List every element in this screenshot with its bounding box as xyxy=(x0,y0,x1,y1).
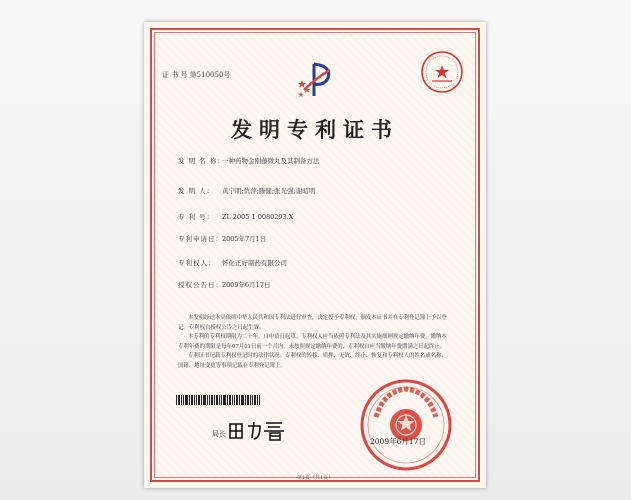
barcode xyxy=(176,395,260,405)
official-seal-icon xyxy=(356,377,456,473)
certificate-body xyxy=(178,314,452,371)
field-invention-name xyxy=(178,156,320,165)
field-patent-number xyxy=(178,212,293,221)
field-label: 授权公告日： xyxy=(178,281,223,289)
body-paragraph: 本发明经过本局依照中华人民共和国专利法进行审查，决定授予专利权，颁发本证书并在专利登记簿上予以登记。专利权自授权公告之日起生效。 xyxy=(178,315,447,331)
sipo-logo-icon xyxy=(296,60,338,100)
patent-certificate xyxy=(144,22,486,488)
seal-date: 2009年6月17日 xyxy=(370,437,426,446)
field-value: 怀化正好制药有限公司 xyxy=(222,259,287,267)
director-signature xyxy=(226,418,290,442)
field-label: 发 明 名 称： xyxy=(178,157,225,165)
field-inventors xyxy=(178,186,315,195)
body-paragraph: 专利证书记载专利权登记时的法律状况。专利权的转移、质押、无效、终止、恢复和专利权人的姓名或名称、国籍、地址变更等事项记载在专利登记簿上。 xyxy=(178,353,447,369)
field-label: 专利权人： xyxy=(178,259,216,267)
field-label: 专利申请日： xyxy=(178,235,223,243)
certificate-number: 证 书 号 第510050号 xyxy=(162,71,231,79)
company-seal-icon xyxy=(420,50,464,94)
field-label: 发 明 人： xyxy=(178,187,215,195)
field-value: 2005年7月1日 xyxy=(222,235,267,243)
page-number: 第1页（共1页） xyxy=(296,475,334,481)
field-value: ZL 2005 1 0080293.X xyxy=(222,213,294,221)
director-label: 局长 xyxy=(212,430,226,438)
field-value: 黄宁明;仇萍;滕健;张光强;谢昭明 xyxy=(222,187,316,195)
field-grant-date xyxy=(178,280,270,289)
field-patentee xyxy=(178,258,287,267)
field-application-date xyxy=(178,234,266,243)
certificate-title: 发明专利证书 xyxy=(231,117,399,142)
field-value: 2009年6月17日 xyxy=(222,281,271,289)
field-label: 专 利 号： xyxy=(178,213,215,221)
field-value: 一种药物金刚藤微丸及其制备方法 xyxy=(222,157,320,165)
body-paragraph: 本专利的专利权期限为二十年，自申请日起算。专利权人应当依照专利法及其实施细则规定缴纳年费。缴纳本专利年费的期限是每年07月01日前一个月内。未按照规定缴纳年费的，专利权自应当缴纳年费期满之日起终止。 xyxy=(178,334,447,350)
